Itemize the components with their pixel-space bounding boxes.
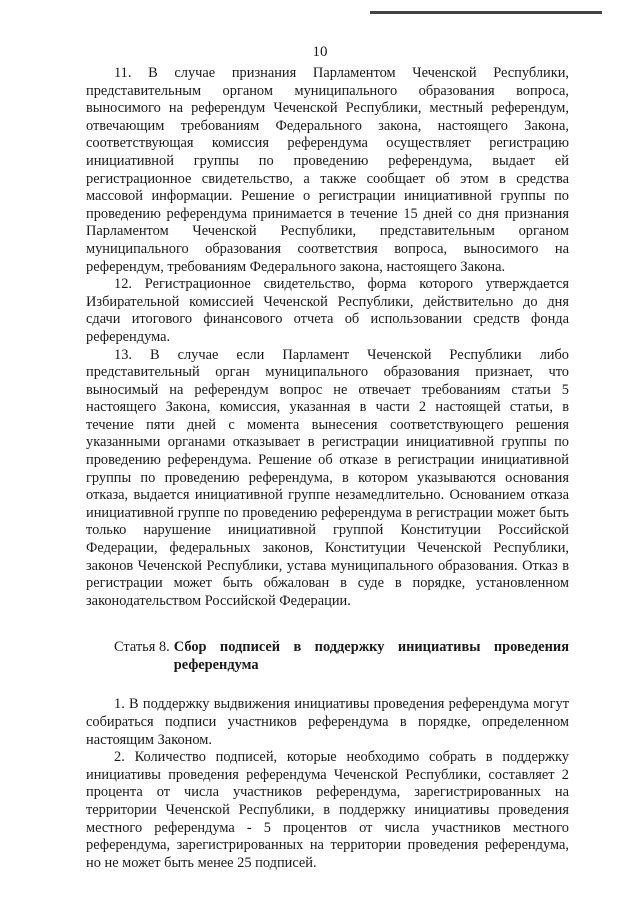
paragraph-13: 13. В случае если Парламент Чеченской Республики либо представительный орган муниципального образования признает, что выносимый на референдум вопрос не отвечает требованиям статьи 5 настоящего Закона, комиссия, указанная в части 2 настоящей статьи, в течение пяти дней с момента вынесения соответствующего решения указанными органами отказывает в регистрации инициативной группы по проведению референдума. Решение об отказе в регистрации инициативной группы по проведению референдума, в котором указываются основания отказа, выдается инициативной группе незамедлительно. Основанием отказа инициативной группе по проведению референдума в регистрации может быть только нарушение инициативной группой Конституции Российской Федерации, федеральных законов, Конституции Чеченской Республики, законов Чеченской Республики, устава муниципального образования. Отказ в регистрации может быть обжалован в суде в порядке, установленном законодательством Российской Федерации.	[86, 346, 569, 609]
article-title: Сбор подписей в поддержку инициативы проведения референдума	[173, 639, 569, 674]
document-body	[86, 65, 569, 872]
paragraph-1: 1. В поддержку выдвижения инициативы проведения референдума могут собираться подписи участников референдума в порядке, определенном настоящим Законом.	[86, 696, 569, 748]
paragraph-2: 2. Количество подписей, которые необходимо собрать в поддержку инициативы проведения референдума Чеченской Республики, составляет 2 процента от числа участников референдума, зарегистрированных на территории Чеченской Республики, в поддержку инициативы проведения местного референдума - 5 процентов от числа участников местного референдума, зарегистрированных на территории проведения референдума, но не может быть менее 25 подписей.	[86, 749, 569, 871]
page-number: 10	[312, 44, 328, 60]
paragraph-11: 11. В случае признания Парламентом Чеченской Республики, представительным органом муниципального образования вопроса, выносимого на референдум Чеченской Республики, местный референдум, отвечающим требованиям Федерального закона, настоящего Закона, соответствующая комиссия референдума осуществляет регистрацию инициативной группы по проведению референдума, выдает ей регистрационное свидетельство, а также сообщает об этом в средства массовой информации. Решение о регистрации инициативной группы по проведению референдума принимается в течение 15 дней со дня признания Парламентом Чеченской Республики, представительным органом муниципального образования соответствия вопроса, выносимого на референдум, требованиям Федерального закона, настоящего Закона.	[86, 65, 569, 275]
article-heading	[86, 638, 569, 674]
paragraph-12: 12. Регистрационное свидетельство, форма которого утверждается Избирательной комиссией Чеченской Республики, действительно до дня сдачи итогового финансового отчета об использовании средств фонда референдума.	[86, 276, 569, 345]
header-rule	[370, 11, 602, 14]
article-number: Статья 8.	[114, 639, 170, 656]
